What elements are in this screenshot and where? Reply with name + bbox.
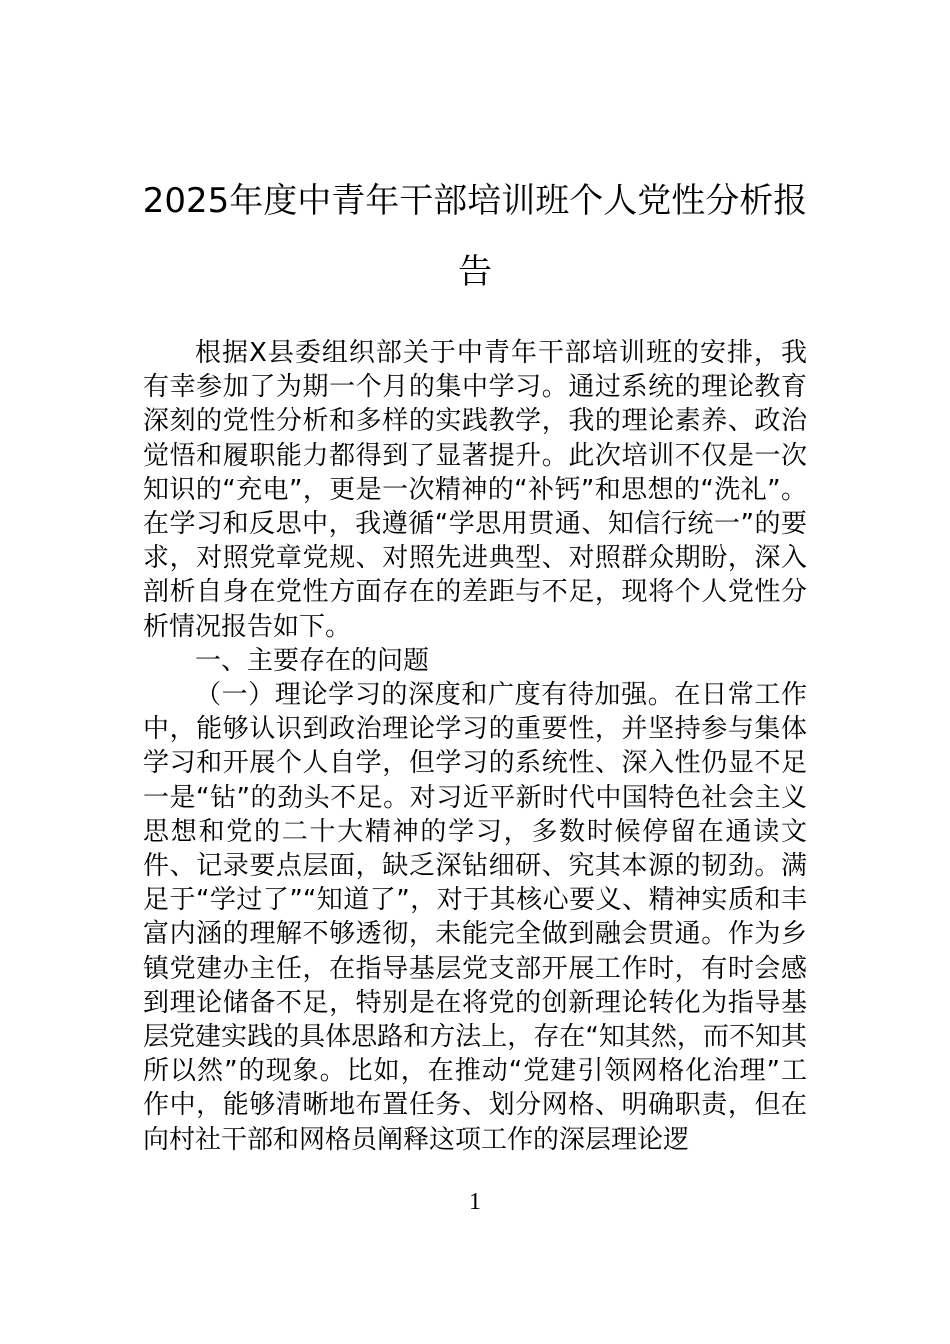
page-number: 1 <box>469 1189 481 1215</box>
document-title: 2025年度中青年干部培训班个人党性分析报告 <box>142 181 808 292</box>
intro-paragraph: 根据X县委组织部关于中青年干部培训班的安排，我有幸参加了为期一个月的集中学习。通过系统的理论教育深刻的党性分析和多样的实践教学，我的理论素养、政治觉悟和履职能力都得到了显著提升。此次培训不仅是一次知识的“充电”，更是一次精神的“补钙”和思想的“洗礼”。在学习和反思中，我遵循“学思用贯通、知信行统一”的要求，对照党章党规、对照先进典型、对照群众期盼，深入剖析自身在党性方面存在的差距与不足，现将个人党性分析情况报告如下。 <box>143 338 807 642</box>
document-body <box>143 336 807 1157</box>
section-heading: 一、主要存在的问题 <box>195 645 430 676</box>
subsection-paragraph: （一）理论学习的深度和广度有待加强。在日常工作中，能够认识到政治理论学习的重要性，并坚持参与集体学习和开展个人自学，但学习的系统性、深入性仍显不足一是“钻”的劲头不足。对习近平新时代中国特色社会主义思想和党的二十大精神的学习，多数时候停留在通读文件、记录要点层面，缺乏深钻细研、究其本源的韧劲。满足于“学过了”“知道了”，对于其核心要义、精神实质和丰富内涵的理解不够透彻，未能完全做到融会贯通。作为乡镇党建办主任，在指导基层党支部开展工作时，有时会感到理论储备不足，特别是在将党的创新理论转化为指导基层党建实践的具体思路和方法上，存在“知其然，而不知其所以然”的现象。比如，在推动“党建引领网格化治理”工作中，能够清晰地布置任务、划分网格、明确职责，但在向村社干部和网格员阐释这项工作的深层理论逻 <box>143 680 807 1155</box>
